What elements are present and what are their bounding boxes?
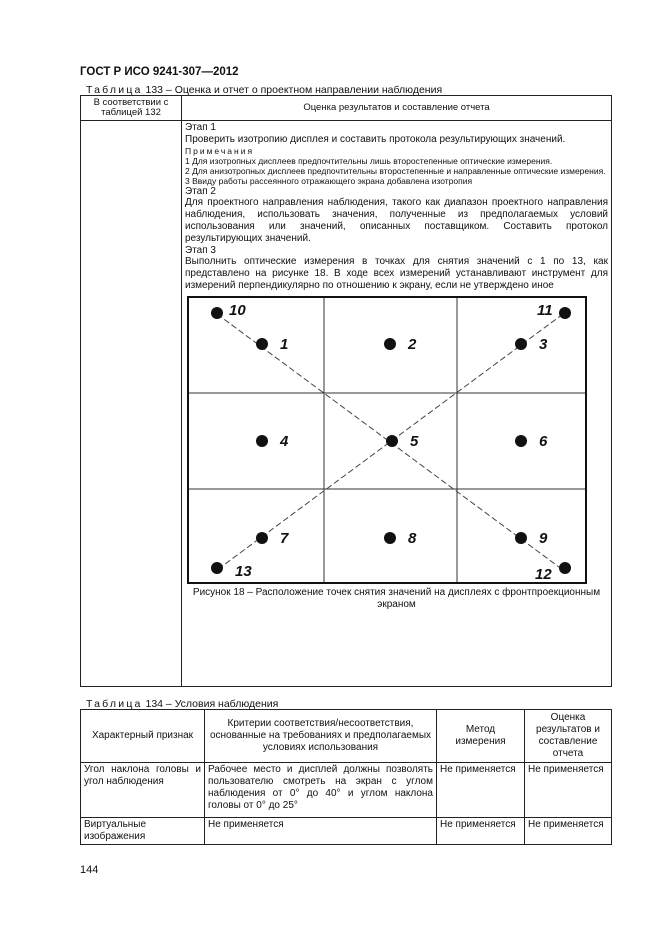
measurement-point-8	[384, 532, 396, 544]
table-133-col2-header: Оценка результатов и составление отчета	[182, 96, 612, 121]
measurement-point-label: 8	[408, 529, 417, 547]
measurement-points-diagram	[187, 296, 587, 584]
table-cell: Угол наклона головы и угол наблюдения	[81, 763, 205, 818]
measurement-point-2	[384, 338, 396, 350]
note-3: 3 Ввиду работы рассеянного отражающего экрана добавлена изотропия	[185, 175, 473, 186]
measurement-point-label: 3	[539, 335, 548, 353]
table-134	[80, 709, 612, 845]
figure-18-caption: Рисунок 18 – Расположение точек снятия значений на дисплеях с фронтпроекционным экраном	[192, 586, 601, 610]
table-row	[81, 763, 612, 818]
measurement-point-7	[256, 532, 268, 544]
stage1-text: Проверить изотропию дисплея и составить протокола результирующих значений.	[185, 133, 566, 145]
evaluation-text	[185, 122, 608, 292]
table-row	[81, 818, 612, 845]
table-133-caption-word: Таблица	[86, 84, 143, 96]
table-134-header-criteria: Критерии соответствия/несоответствия, основанные на требованиях и предполагаемых условиях использования	[205, 710, 437, 763]
table-134-header-method: Метод измерения	[437, 710, 525, 763]
measurement-point-label: 12	[535, 565, 552, 583]
measurement-point-label: 4	[280, 432, 289, 450]
table-134-header-evaluation: Оценка результатов и составление отчета	[525, 710, 612, 763]
measurement-point-label: 5	[410, 432, 419, 450]
stage3-title: Этап 3	[185, 244, 216, 256]
table-cell: Не применяется	[437, 818, 525, 845]
stage2-text: Для проектного направления наблюдения, такого как диапазон проектного направления наблюдения, использовать значения, полученные из предполагаемых условий использования или значений, описанных поставщиком. Составить протокол результирующих значений.	[185, 197, 608, 244]
measurement-point-label: 9	[539, 529, 548, 547]
table-cell: Не применяется	[525, 763, 612, 818]
table-cell: Не применяется	[205, 818, 437, 845]
measurement-point-6	[515, 435, 527, 447]
table-cell: Не применяется	[525, 818, 612, 845]
measurement-point-4	[256, 435, 268, 447]
note-1: 1 Для изотропных дисплеев предпочтительны лишь второстепенные оптические измерения.	[185, 155, 553, 166]
measurement-point-label: 2	[408, 335, 417, 353]
table-134-caption-word: Таблица	[86, 698, 143, 710]
measurement-point-5	[386, 435, 398, 447]
table-cell: Рабочее место и дисплей должны позволять пользователю смотреть на экран с углом наблюдения от 0° до 40° и углом наклона головы от 0° до 25°	[205, 763, 437, 818]
measurement-point-13	[211, 562, 223, 574]
table-133	[80, 95, 612, 687]
stage1-title: Этап 1	[185, 122, 216, 133]
standard-header: ГОСТ Р ИСО 9241-307—2012	[80, 66, 239, 78]
measurement-point-3	[515, 338, 527, 350]
measurement-point-label: 7	[280, 529, 289, 547]
stage3-text: Выполнить оптические измерения в точках для снятия значений с 1 по 13, как представлено на рисунке 18. В ходе всех измерений устанавливают инструмент для измерений перпендикулярно по отношению к экрану, если не утверждено иное	[185, 256, 608, 291]
measurement-point-label: 10	[229, 301, 246, 319]
table-133-caption-text: 133 – Оценка и отчет о проектном направлении наблюдения	[145, 84, 443, 96]
table-134-header-feature: Характерный признак	[81, 710, 205, 763]
measurement-point-11	[559, 307, 571, 319]
measurement-point-label: 6	[539, 432, 548, 450]
stage2-title: Этап 2	[185, 185, 216, 197]
measurement-point-9	[515, 532, 527, 544]
table-cell: Виртуальные изображения	[81, 818, 205, 845]
table-133-col2-cell	[182, 121, 612, 687]
table-133-col1-header: В соответствии с таблицей 132	[81, 96, 182, 121]
notes-title: Примечания	[185, 145, 255, 156]
measurement-point-1	[256, 338, 268, 350]
note-2: 2 Для анизотропных дисплеев предпочтительны второстепенные и направленные оптические измерения.	[185, 165, 606, 176]
measurement-point-label: 13	[235, 562, 252, 580]
page-number: 144	[80, 864, 99, 876]
figure-18	[187, 296, 587, 584]
table-133-col1-cell	[81, 121, 182, 687]
measurement-point-label: 1	[280, 335, 289, 353]
table-cell: Не применяется	[437, 763, 525, 818]
measurement-point-10	[211, 307, 223, 319]
measurement-point-label: 11	[537, 301, 553, 319]
measurement-point-12	[559, 562, 571, 574]
table-134-caption-text: 134 – Условия наблюдения	[145, 698, 279, 710]
